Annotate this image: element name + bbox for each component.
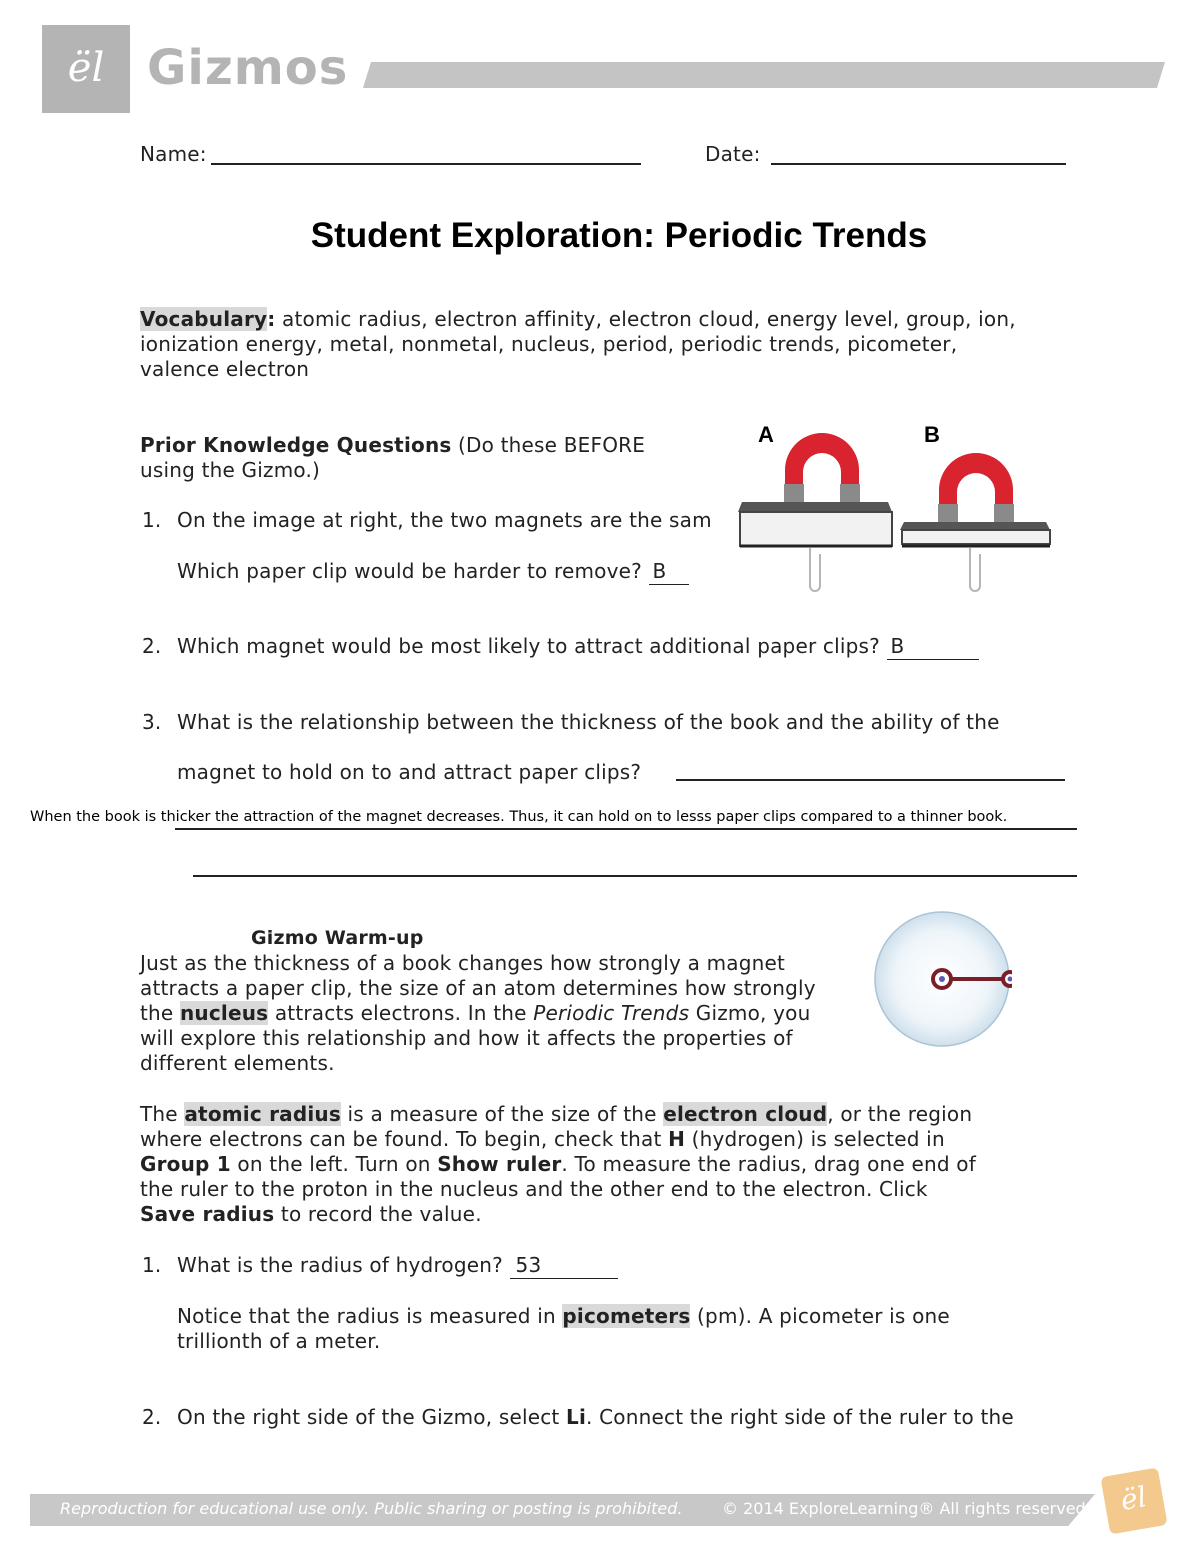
magnet-book-illustration	[738, 418, 1058, 600]
gizmo-title-italic: Periodic Trends	[533, 1001, 690, 1025]
p2-l2-a: where electrons can be found. To begin, check that	[140, 1127, 669, 1151]
prior-q3-number: 3.	[142, 710, 162, 734]
vocabulary-line-3: valence electron	[140, 357, 310, 381]
warmup-p1-line-3	[140, 1001, 880, 1026]
atomic-radius-term: atomic radius	[184, 1102, 341, 1126]
prior-knowledge-heading	[140, 433, 645, 483]
warmup-p1-line-2: attracts a paper clip, the size of an atom determines how strongly	[140, 976, 816, 1000]
vocabulary-label: Vocabulary	[140, 307, 268, 331]
prior-q1-subquestion	[177, 559, 689, 585]
header-bar	[363, 62, 1165, 88]
prior-q1-answer-text: B	[652, 559, 667, 583]
p2-l1-a: The	[140, 1102, 185, 1126]
vocabulary-colon: :	[267, 307, 276, 331]
prior-q1-number: 1.	[142, 508, 162, 532]
warmup-p2-line-2	[140, 1127, 1040, 1152]
warmup-p1-line-1: Just as the thickness of a book changes how strongly a magnet	[140, 951, 786, 975]
prior-q3-answer[interactable]: When the book is thicker the attraction of the magnet decreases. Thus, it can hold on to lesss paper clips compared to a thinner book.	[30, 809, 1008, 825]
warmup-q2-number: 2.	[142, 1405, 162, 1429]
name-field[interactable]	[211, 163, 641, 165]
prior-q3-answer-line-2[interactable]	[175, 828, 1077, 830]
prior-knowledge-note-line2: using the Gizmo.)	[140, 458, 321, 482]
prior-q2-line	[177, 634, 979, 660]
p1-l3-e: Gizmo, you	[689, 1001, 811, 1025]
prior-q3-line2: magnet to hold on to and attract paper clips?	[177, 760, 642, 784]
lithium-symbol: Li	[566, 1405, 587, 1429]
vocabulary-block	[140, 307, 1080, 382]
warmup-p1-line-4: will explore this relationship and how it affects the properties of	[140, 1026, 793, 1050]
warmup-q1-number: 1.	[142, 1253, 162, 1277]
atom-ruler-illustration	[872, 908, 1012, 1050]
magnet-a	[784, 433, 860, 502]
gizmos-logo-badge	[42, 25, 130, 113]
picometer-note-line-1	[177, 1304, 1037, 1329]
p2-l2-c: (hydrogen) is selected in	[685, 1127, 945, 1151]
picometer-note	[177, 1304, 1037, 1354]
footer-logo-badge	[1100, 1467, 1167, 1534]
p2-l3-d: . To measure the radius, drag one end of	[561, 1152, 976, 1176]
warmup-paragraph-1	[140, 951, 880, 1076]
q2-a: On the right side of the Gizmo, select	[177, 1405, 567, 1429]
warmup-p2-line-1	[140, 1102, 1040, 1127]
warmup-q1-answer-text: 53	[515, 1253, 542, 1277]
prior-q3-answer-line-3[interactable]	[193, 875, 1077, 877]
prior-q2-number: 2.	[142, 634, 162, 658]
vocabulary-line-2: ionization energy, metal, nonmetal, nucleus, period, periodic trends, picometer,	[140, 332, 958, 356]
warmup-p2-line-4: the ruler to the proton in the nucleus and the other end to the electron. Click	[140, 1177, 928, 1201]
q2-c: . Connect the right side of the ruler to the	[586, 1405, 1014, 1429]
prior-q3-answer-line-1[interactable]	[676, 779, 1065, 781]
prior-q2-text: Which magnet would be most likely to attract additional paper clips?	[177, 634, 880, 658]
warmup-q2-line	[177, 1405, 1014, 1430]
page-title: Student Exploration: Periodic Trends	[310, 216, 928, 255]
book-a	[738, 502, 892, 546]
electron-cloud-term: electron cloud	[663, 1102, 828, 1126]
warmup-p2-line-3	[140, 1152, 1040, 1177]
prior-q1-text: On the image at right, the two magnets are the sam	[177, 508, 712, 532]
hydrogen-symbol: H	[668, 1127, 686, 1151]
note-l1-a: Notice that the radius is measured in	[177, 1304, 563, 1328]
warmup-heading: Gizmo Warm-up	[251, 927, 424, 949]
paperclip-a	[810, 548, 820, 591]
warmup-p2-line-5	[140, 1202, 1040, 1227]
p1-l3-c: attracts electrons. In the	[268, 1001, 534, 1025]
prior-q2-answer[interactable]	[887, 634, 979, 660]
p2-l3-b: on the left. Turn on	[230, 1152, 438, 1176]
magnet-b	[938, 453, 1014, 522]
prior-knowledge-title: Prior Knowledge Questions	[140, 433, 452, 457]
show-ruler-term: Show ruler	[437, 1152, 562, 1176]
p2-l1-e: , or the region	[827, 1102, 973, 1126]
magnet-label-a: A	[758, 422, 774, 447]
logo-glyph: ël	[67, 45, 105, 91]
picometer-note-line-2: trillionth of a meter.	[177, 1329, 381, 1353]
magnet-label-b: B	[924, 422, 940, 447]
footer-copyright: © 2014 ExploreLearning® All rights reserved	[722, 1499, 1086, 1518]
paperclip-b	[970, 548, 980, 591]
save-radius-term: Save radius	[140, 1202, 275, 1226]
date-field[interactable]	[771, 163, 1066, 165]
picometers-term: picometers	[562, 1304, 691, 1328]
prior-q2-answer-text: B	[890, 634, 905, 658]
warmup-q1-answer[interactable]	[510, 1253, 618, 1279]
warmup-q1-line	[177, 1253, 618, 1279]
p2-l1-c: is a measure of the size of the	[340, 1102, 664, 1126]
p2-l5-b: to record the value.	[274, 1202, 482, 1226]
name-label: Name:	[140, 142, 207, 166]
prior-q3-text: What is the relationship between the thickness of the book and the ability of the	[177, 710, 1000, 734]
brand-name: Gizmos	[147, 40, 349, 96]
warmup-p1-line-5: different elements.	[140, 1051, 335, 1075]
prior-q1-answer[interactable]	[649, 559, 689, 585]
footer-reproduction-notice: Reproduction for educational use only. Public sharing or posting is prohibited.	[60, 1499, 683, 1518]
warmup-paragraph-2	[140, 1102, 1040, 1227]
nucleus-core	[939, 976, 945, 982]
prior-q1-sub-text: Which paper clip would be harder to remove?	[177, 559, 642, 583]
note-l1-c: (pm). A picometer is one	[690, 1304, 950, 1328]
p1-l3-a: the	[140, 1001, 180, 1025]
vocabulary-line-1: atomic radius, electron affinity, electron cloud, energy level, group, ion,	[275, 307, 1016, 331]
nucleus-term: nucleus	[179, 1001, 269, 1025]
group-1-term: Group 1	[140, 1152, 231, 1176]
footer-logo-glyph: ël	[1118, 1480, 1150, 1518]
warmup-q1-text: What is the radius of hydrogen?	[177, 1253, 503, 1277]
prior-knowledge-note: (Do these BEFORE	[451, 433, 646, 457]
book-b	[900, 522, 1050, 546]
date-label: Date:	[705, 142, 761, 166]
